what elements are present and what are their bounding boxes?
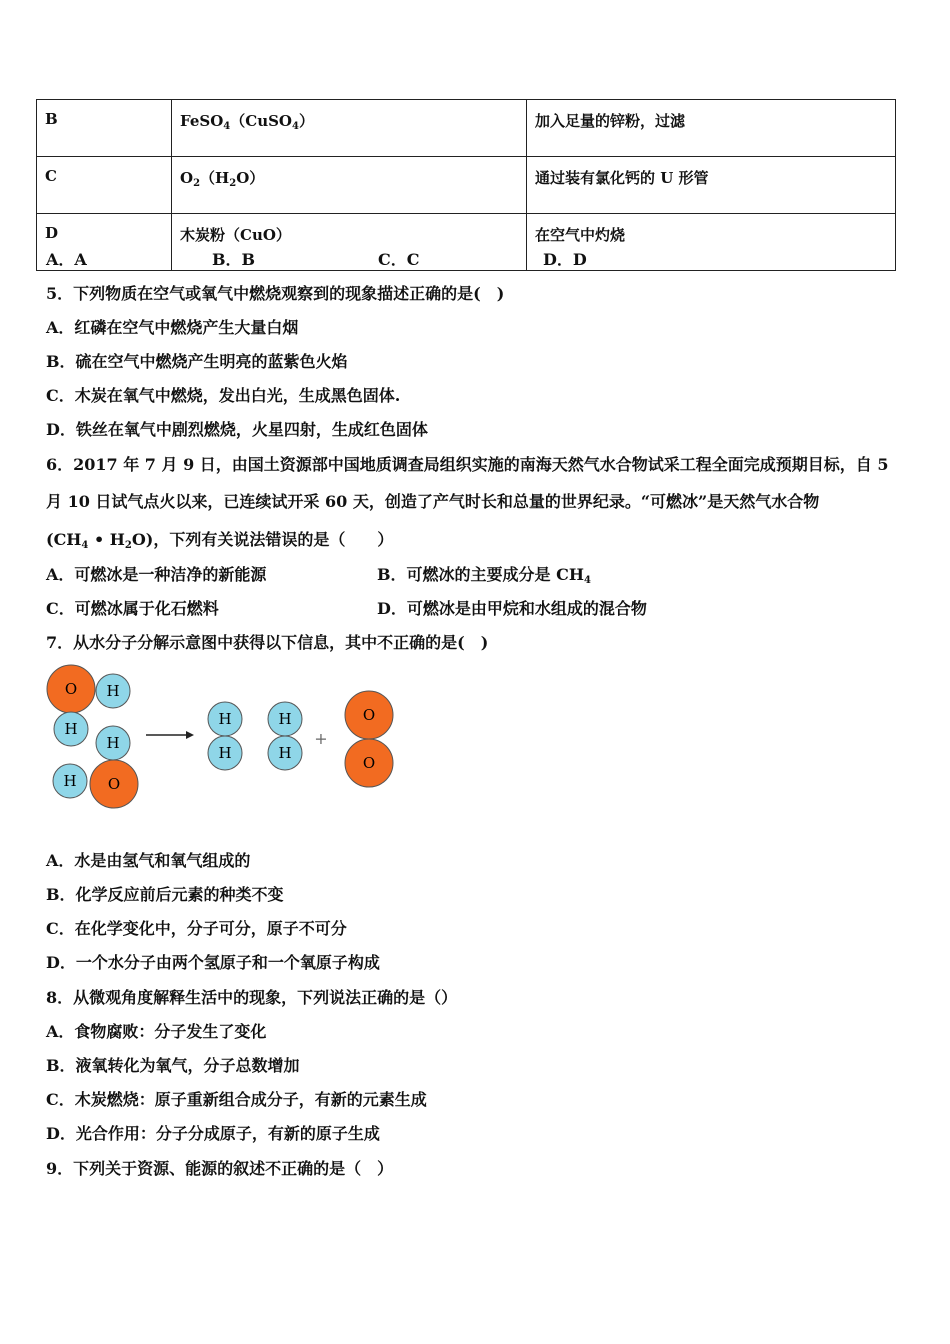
q4-option-d: D．D <box>543 250 587 269</box>
q7-stem: 7．从水分子分解示意图中获得以下信息，其中不正确的是( ) <box>46 633 489 652</box>
svg-text:O: O <box>362 706 376 724</box>
substance-cell: $O_2(H_2O)$ <box>172 157 527 214</box>
q8-stem: 8．从微观角度解释生活中的现象，下列说法正确的是（） <box>46 988 458 1007</box>
water-decomposition-diagram <box>40 660 410 820</box>
q5-option-b: B．硫在空气中燃烧产生明亮的蓝紫色火焰 <box>46 352 348 371</box>
q8-option-a: A．食物腐败：分子发生了变化 <box>46 1022 267 1041</box>
plus-sign: + <box>314 729 328 748</box>
q8-option-d: D．光合作用：分子分成原子，有新的原子生成 <box>46 1124 380 1143</box>
svg-text:H: H <box>64 720 78 738</box>
oxygen-molecule <box>345 691 393 787</box>
q4-option-c: C．C <box>378 250 420 269</box>
q7-option-d: D．一个水分子由两个氢原子和一个氧原子构成 <box>46 953 380 972</box>
q8-option-c: C．木炭燃烧：原子重新组合成分子，有新的元素生成 <box>46 1090 427 1109</box>
hydrogen-molecule-1 <box>208 702 242 770</box>
options-table <box>36 99 896 271</box>
q7-option-c: C．在化学变化中，分子可分，原子不可分 <box>46 919 347 938</box>
q5-stem: 5．下列物质在空气或氧气中燃烧观察到的现象描述正确的是( ) <box>46 284 505 303</box>
substance-cell: 木炭粉（CuO） <box>172 214 527 271</box>
method-cell: 加入足量的锌粉，过滤 <box>527 100 896 157</box>
q7-option-b: B．化学反应前后元素的种类不变 <box>46 885 284 904</box>
svg-text:H: H <box>106 682 120 700</box>
q5-option-d: D．铁丝在氧气中剧烈燃烧，火星四射，生成红色固体 <box>46 420 428 439</box>
row-label: C <box>37 157 172 214</box>
svg-text:H: H <box>63 772 77 790</box>
table-row <box>37 100 896 157</box>
substance-cell: FeSO$_4$（CuSO$_4$） <box>172 100 527 157</box>
q6-option-c: C．可燃冰属于化石燃料 <box>46 599 219 618</box>
q6-stem-line3: ($CH_4$ • $H_2O$)，下列有关说法错误的是（ ） <box>46 530 394 551</box>
svg-text:H: H <box>218 744 232 762</box>
q8-option-b: B．液氧转化为氧气，分子总数增加 <box>46 1056 300 1075</box>
q5-option-c: C．木炭在氧气中燃烧，发出白光，生成黑色固体. <box>46 386 401 405</box>
row-label: D <box>37 214 172 271</box>
q4-option-b: B．B <box>212 250 256 269</box>
q6-stem-line2: 月 10 日试气点火以来，已连续试开采 60 天，创造了产气时长和总量的世界纪录。“可燃冰”是天然气水合物 <box>46 492 820 511</box>
hydrogen-molecule-2 <box>268 702 302 770</box>
method-cell: 通过装有氯化钙的 U 形管 <box>527 157 896 214</box>
q6-option-b: B．可燃冰的主要成分是 $CH_4$ <box>377 565 591 586</box>
q7-option-a: A．水是由氢气和氧气组成的 <box>46 851 251 870</box>
svg-text:H: H <box>278 710 292 728</box>
table-row <box>37 214 896 271</box>
table-row <box>37 157 896 214</box>
svg-text:O: O <box>64 680 78 698</box>
svg-text:O: O <box>107 775 121 793</box>
q4-option-a: A．A <box>46 250 87 269</box>
q5-option-a: A．红磷在空气中燃烧产生大量白烟 <box>46 318 299 337</box>
row-label: B <box>37 100 172 157</box>
q6-option-a: A．可燃冰是一种洁净的新能源 <box>46 565 267 584</box>
method-cell: 在空气中灼烧 <box>527 214 896 271</box>
svg-text:H: H <box>218 710 232 728</box>
svg-text:H: H <box>106 734 120 752</box>
reaction-arrow <box>146 731 194 739</box>
svg-text:H: H <box>278 744 292 762</box>
svg-text:O: O <box>362 754 376 772</box>
q6-stem-line1: 6．2017 年 7 月 9 日，由国土资源部中国地质调查局组织实施的南海天然气水合物试采工程全面完成预期目标，自 5 <box>46 455 889 474</box>
q6-option-d: D．可燃冰是由甲烷和水组成的混合物 <box>377 599 647 618</box>
q9-stem: 9．下列关于资源、能源的叙述不正确的是（ ） <box>46 1159 394 1178</box>
